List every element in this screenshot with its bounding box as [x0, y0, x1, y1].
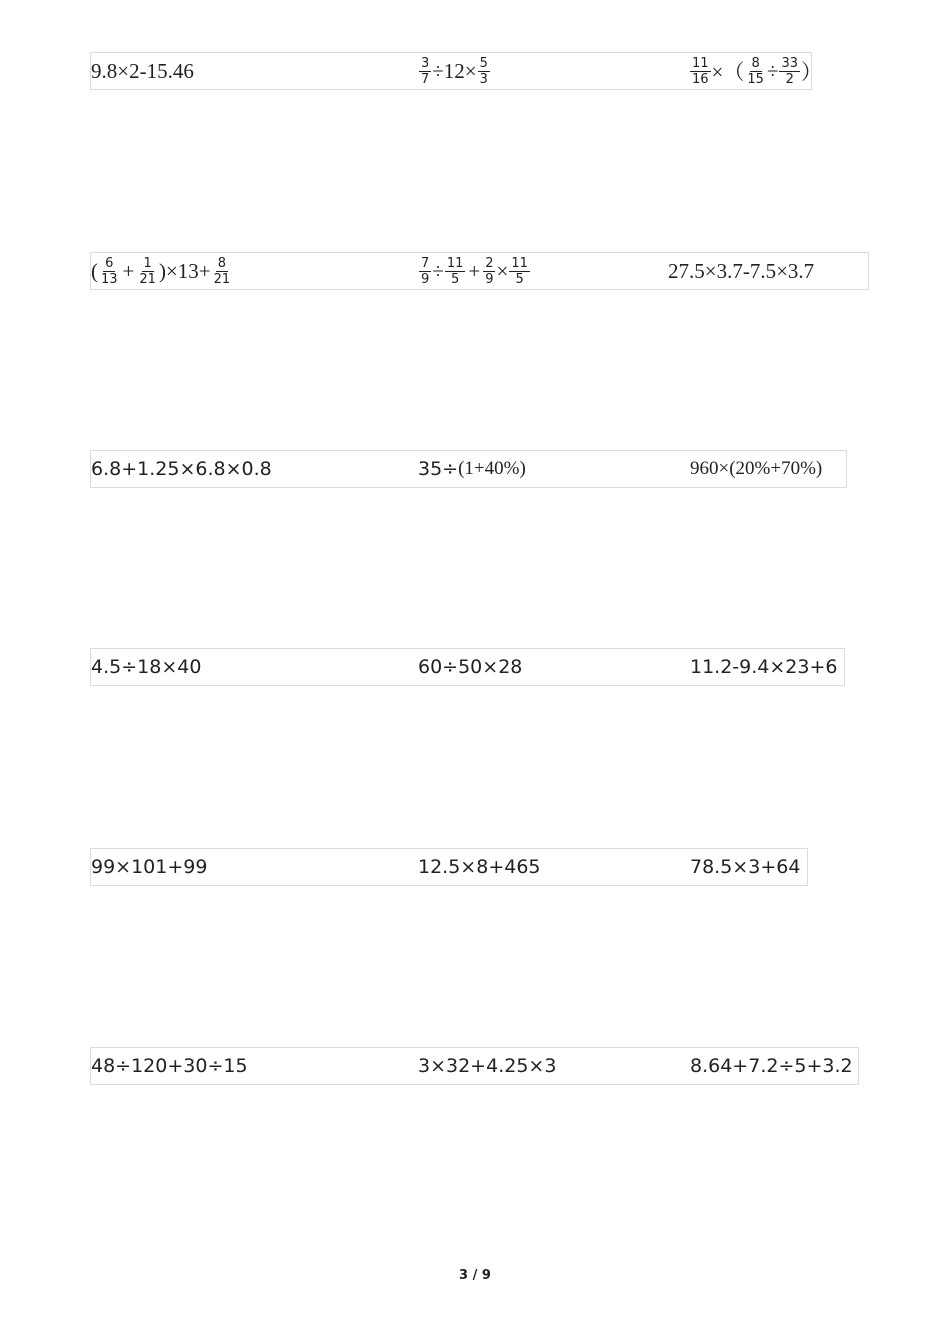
problem-1-2: $\frac{3}{7}$ ÷12× $\frac{5}{3}$ [421, 55, 488, 87]
problem-6-2: 3×32+4.25×3 [418, 1055, 557, 1077]
fraction: $\frac{8}{21}$ [213, 255, 231, 287]
fraction: $\frac{3}{7}$ [421, 55, 430, 87]
problem-row-6 [90, 1047, 859, 1085]
fraction: $\frac{6}{13}$ [101, 255, 118, 287]
fraction: $\frac{33}{2}$ [781, 55, 799, 87]
problem-1-1: 9.8×2-15.46 [91, 58, 194, 83]
problem-5-1: 99×101+99 [91, 856, 208, 878]
page-number: 3 / 9 [459, 1268, 491, 1283]
fraction: $\frac{8}{15}$ [747, 55, 764, 87]
problem-row-2 [90, 252, 869, 290]
problem-row-1 [90, 52, 823, 90]
problem-4-2: 60÷50×28 [418, 656, 523, 678]
problem-2-3: 27.5×3.7-7.5×3.7 [668, 258, 815, 283]
problem-4-3: 11.2-9.4×23+6 [690, 656, 838, 678]
problem-4-1: 4.5÷18×40 [91, 656, 202, 678]
problem-3-3: 960×(20%+70%) [690, 458, 823, 479]
fraction: $\frac{11}{5}$ [446, 255, 464, 287]
fraction: $\frac{1}{21}$ [139, 255, 156, 287]
fraction: $\frac{11}{5}$ [511, 255, 528, 287]
problem-6-3: 8.64+7.2÷5+3.2 [690, 1055, 853, 1077]
fraction: $\frac{2}{9}$ [485, 255, 494, 287]
fraction: $\frac{7}{9}$ [421, 255, 430, 287]
fraction: $\frac{11}{16}$ [692, 55, 709, 87]
problem-2-2: $\frac{7}{9}$ ÷ $\frac{11}{5}$ + $\frac{2}{9}$ × $\frac{11}{5}$ [421, 255, 528, 287]
problem-2-1: ( $\frac{6}{13}$ + $\frac{1}{21}$ )×13+ $\frac{8}{21}$ [91, 255, 231, 287]
problem-row-5 [90, 848, 808, 886]
problem-5-3: 78.5×3+64 [690, 856, 801, 878]
problem-1-3: $\frac{11}{16}$ ×（ $\frac{8}{15}$ ÷ $\frac{33}{2}$ ） [692, 55, 823, 87]
problem-6-1: 48÷120+30÷15 [91, 1055, 248, 1077]
problem-3-1: 6.8+1.25×6.8×0.8 [91, 458, 272, 480]
problem-3-2: 35÷ (1+40%) [418, 458, 526, 480]
problem-row-4 [90, 648, 845, 686]
problem-row-3 [90, 450, 847, 488]
fraction: $\frac{5}{3}$ [479, 55, 488, 87]
problem-5-2: 12.5×8+465 [418, 856, 541, 878]
